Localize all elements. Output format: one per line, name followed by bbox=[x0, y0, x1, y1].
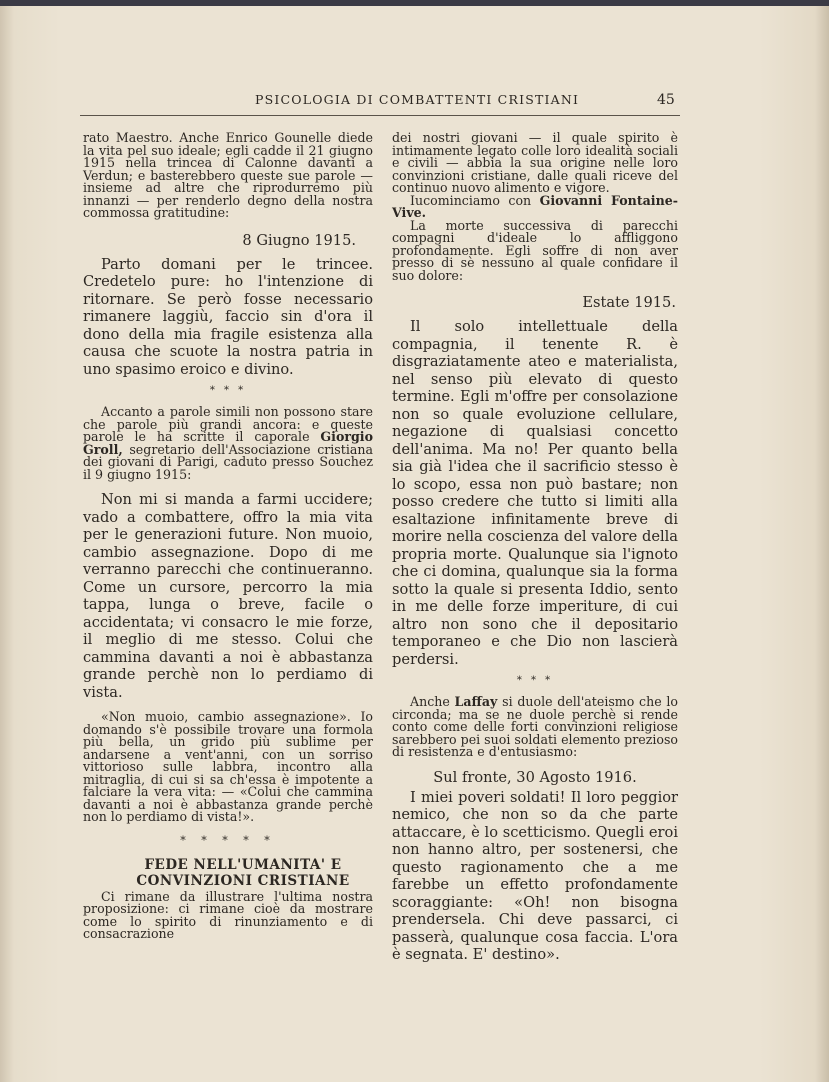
left-letter-2: Non mi si manda a farmi uccidere; vado a combattere, offro la mia vita per le generazioni future. Non muoio, cambio assegnazione. Dopo di me verranno parecchi che continueranno. Come un cursore, percorro la mia tappa, lunga o breve, facile o accidentata; vi consacro le mie forze, il meglio di me stesso. Colui che cammina davanti a noi è abbastanza grande perchè non lo perdiamo di vista. bbox=[83, 491, 373, 701]
left-letter-1: Parto domani per le trincee. Credetelo pure: ho l'intenzione di ritornare. Se però fosse necessario rimanere laggiù, faccio sin d'ora il dono della mia fragile esistenza alla causa che scuote la nostra patria in uno spasimo eroico e divino. bbox=[83, 255, 373, 378]
right-paragraph-2-text: Iucominciamo con bbox=[410, 192, 540, 208]
left-paragraph-1: rato Maestro. Anche Enrico Gounelle diede la vita pel suo ideale; egli cadde il 21 giugno 1915 nella trincea di Calonne davanti a Verdun; e basterebbero queste sue parole — insieme ad altre che riprodurremo più innanzi — per renderlo degno della nostra commossa gratitudine: bbox=[83, 130, 373, 220]
name-laffay: Laffay bbox=[454, 694, 498, 709]
right-stars-separator: * * * bbox=[516, 675, 554, 686]
right-letter-date-2: Sul fronte, 30 Agosto 1916. bbox=[433, 768, 637, 786]
left-paragraph-2 bbox=[83, 406, 373, 481]
right-letter-date-1: Estate 1915. bbox=[582, 294, 676, 311]
right-paragraph-4 bbox=[392, 696, 678, 759]
section-heading-line-1: FEDE NELL'UMANITA' E bbox=[144, 856, 342, 873]
left-paragraph-3: «Non muoio, cambio assegnazione». Io domando s'è possibile trovare una formola più bella, un grido più sublime per andarsene a vent'anni, con un sorriso vittorioso sulle labbra, incontro alla mitraglia, di cui si sa ch'essa è impotente a falciare la vera vita: — «Colui che cammina davanti a noi è abbastanza grande perchè non lo perdiamo di vista!». bbox=[83, 709, 373, 824]
right-paragraph-4-text-a: Anche bbox=[410, 694, 455, 709]
page-number: 45 bbox=[657, 92, 675, 108]
left-paragraph-2-text-b: segretario dell'Associazione cristiana dei giovani di Parigi, caduto presso Souchez il 9 giugno 1915: bbox=[83, 441, 373, 482]
right-letter-2: I miei poveri soldati! Il loro peggior nemico, che non so da che parte attaccare, è lo scetticismo. Quegli eroi non hanno altro, per sostenersi, che questo ragionamento che a me farebbe un effetto profondamente scoraggiante: «Oh! non bisogna prendersela. Chi deve passarci, ci passerà, qualunque cosa faccia. L'ora è segnata. E' destino». bbox=[392, 788, 678, 963]
left-column bbox=[83, 132, 373, 941]
left-paragraph-2-text-a: Accanto a parole simili non possono stare che parole più grandi ancora: e queste parole le ha scritte il caporale bbox=[83, 404, 373, 444]
right-paragraph-1: dei nostri giovani — il quale spirito è intimamente legato colle loro idealità sociali e civili — abbia la sua origine nelle loro convinzioni cristiane, dalle quali riceve del continuo nuovo alimento e vigore. bbox=[392, 130, 678, 195]
left-letter-date: 8 Giugno 1915. bbox=[242, 231, 356, 249]
right-paragraph-4-text-b: si duole dell'ateismo che lo circonda; ma se ne duole perchè si rende conto come delle forti convinzioni religiose sarebbero pei suoi soldati elemento prezioso di resistenza e d'entusiasmo: bbox=[392, 694, 679, 759]
left-paragraph-4: Ci rimane da illustrare l'ultima nostra proposizione: ci rimane cioè da mostrare come lo spirito di rinunziamento e di consacrazione bbox=[83, 888, 373, 941]
running-head: PSICOLOGIA DI COMBATTENTI CRISTIANI bbox=[255, 92, 580, 107]
name-giovanni-fontaine-vive: Giovanni Fontaine-Vive. bbox=[392, 192, 678, 220]
right-column bbox=[392, 132, 678, 964]
name-giorgio-groll: Giorgio Groll, bbox=[83, 429, 373, 457]
right-letter-1: Il solo intellettuale della compagnia, il tenente R. è disgraziatamente ateo e materialista, nel senso più elevato di questo termine. Egli m'offre per consolazione non so quale evoluzione cellulare, negazione di qualsiasi concetto dell'anima. Ma no! Per quanto bella sia già l'idea che il sacrificio stesso è lo scopo, essa non può bastare; non posso credere che tutto si limiti alla esaltazione infinitamente breve di morire nella coscienza del valore della propria morte. Qualunque sia l'ignoto che ci domina, qualunque sia la forma sotto la quale si presenta Iddio, sento in me delle forze imperiture, di cui altro non sono che il depositario temporaneo e che Dio non lascierà perdersi. bbox=[392, 318, 678, 668]
right-paragraph-2 bbox=[392, 192, 678, 220]
section-heading-line-2: CONVINZIONI CRISTIANE bbox=[136, 872, 350, 889]
section-heading bbox=[83, 857, 373, 889]
page-top-edge bbox=[0, 0, 829, 6]
section-stars-separator: * * * * * bbox=[180, 833, 276, 847]
left-stars-separator: * * * bbox=[209, 385, 247, 396]
right-paragraph-3: La morte successiva di parecchi compagni d'ideale lo affliggono profondamente. Egli soffre di non aver presso di sè nessuno al quale confidare il suo dolore: bbox=[392, 217, 678, 283]
header-rule bbox=[80, 115, 680, 116]
